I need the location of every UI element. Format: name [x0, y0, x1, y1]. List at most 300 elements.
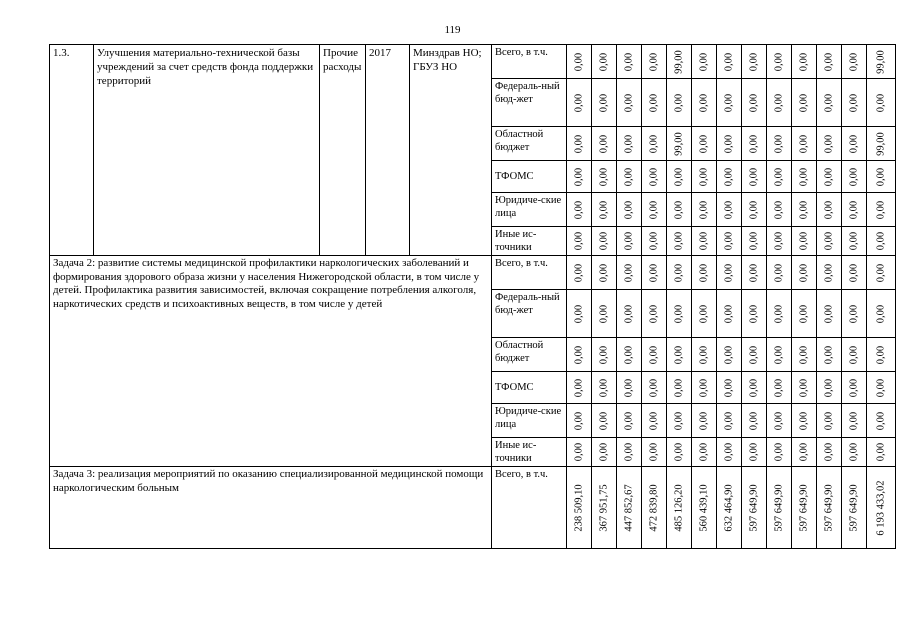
value-cell: [817, 290, 842, 338]
value-cell: [692, 467, 717, 549]
value-cell: [717, 256, 742, 290]
value-text: 99,00: [875, 131, 887, 156]
value-text: 0,00: [875, 167, 887, 186]
value-cell: [567, 438, 592, 467]
value-text: 0,00: [848, 304, 860, 323]
value-cell: [817, 161, 842, 193]
value-cell: [792, 256, 817, 290]
value-text: 0,00: [798, 167, 810, 186]
value-text: 0,00: [848, 345, 860, 364]
value-text: 0,00: [673, 345, 685, 364]
value-text: 0,00: [598, 442, 610, 462]
value-text: 0,00: [698, 52, 710, 71]
funding-source: Областной бюджет: [492, 127, 567, 161]
value-text: 0,00: [723, 134, 735, 153]
value-cell: [767, 227, 792, 256]
value-cell: [567, 127, 592, 161]
value-text: 0,00: [648, 263, 660, 282]
value-cell: [867, 161, 896, 193]
value-text: 0,00: [698, 304, 710, 323]
value-cell: [642, 438, 667, 467]
value-cell: [842, 438, 867, 467]
value-cell: [817, 127, 842, 161]
value-cell: [642, 161, 667, 193]
value-text: 0,00: [875, 345, 887, 364]
value-cell: [867, 467, 896, 549]
value-text: 0,00: [673, 93, 685, 112]
value-text: 0,00: [748, 231, 760, 251]
value-text: 0,00: [823, 378, 835, 397]
value-cell: [567, 404, 592, 438]
value-text: 0,00: [723, 378, 735, 397]
task-3-description: Задача 3: реализация мероприятий по оказанию специализированной медицинской помощи наркологическим больным: [50, 467, 492, 549]
value-text: 0,00: [573, 345, 585, 364]
value-cell: [567, 193, 592, 227]
value-cell: [592, 127, 617, 161]
value-text: 0,00: [698, 378, 710, 397]
value-text: 0,00: [773, 93, 785, 112]
value-cell: [692, 438, 717, 467]
value-text: 0,00: [623, 93, 635, 112]
value-text: 0,00: [698, 411, 710, 430]
item-year: 2017: [366, 45, 410, 256]
value-cell: [842, 193, 867, 227]
table-row: [50, 45, 896, 79]
value-text: 0,00: [823, 411, 835, 430]
value-text: 0,00: [798, 442, 810, 462]
value-text: 0,00: [773, 411, 785, 430]
value-text: 0,00: [623, 52, 635, 71]
value-text: 6 193 433,02: [875, 479, 887, 536]
value-text: 0,00: [598, 200, 610, 219]
value-cell: [617, 193, 642, 227]
value-text: 99,00: [673, 131, 685, 156]
value-cell: [667, 45, 692, 79]
value-cell: [692, 127, 717, 161]
value-cell: [692, 193, 717, 227]
value-cell: [767, 467, 792, 549]
value-text: 597 649,90: [823, 483, 835, 532]
value-text: 0,00: [648, 378, 660, 397]
value-text: 0,00: [823, 52, 835, 71]
value-cell: [767, 338, 792, 372]
value-text: 0,00: [573, 52, 585, 71]
value-text: 0,00: [698, 134, 710, 153]
value-cell: [767, 290, 792, 338]
value-text: 0,00: [848, 52, 860, 71]
value-cell: [592, 438, 617, 467]
value-cell: [692, 290, 717, 338]
value-text: 0,00: [848, 442, 860, 462]
value-text: 0,00: [748, 411, 760, 430]
value-text: 0,00: [848, 134, 860, 153]
value-cell: [642, 45, 667, 79]
value-cell: [867, 372, 896, 404]
value-cell: [617, 338, 642, 372]
value-text: 0,00: [773, 167, 785, 186]
value-cell: [567, 290, 592, 338]
value-cell: [867, 127, 896, 161]
value-text: 0,00: [748, 167, 760, 186]
value-cell: [792, 438, 817, 467]
value-cell: [667, 256, 692, 290]
value-text: 597 649,90: [848, 483, 860, 532]
value-cell: [867, 290, 896, 338]
value-text: 0,00: [848, 231, 860, 251]
value-text: 0,00: [798, 200, 810, 219]
value-text: 0,00: [698, 93, 710, 112]
value-text: 0,00: [798, 345, 810, 364]
value-cell: [742, 79, 767, 127]
value-cell: [692, 256, 717, 290]
value-cell: [842, 338, 867, 372]
value-text: 0,00: [673, 304, 685, 323]
value-text: 0,00: [573, 304, 585, 323]
value-text: 0,00: [623, 167, 635, 186]
value-cell: [867, 438, 896, 467]
value-cell: [692, 161, 717, 193]
value-cell: [667, 404, 692, 438]
value-text: 0,00: [723, 52, 735, 71]
value-cell: [767, 127, 792, 161]
value-text: 0,00: [875, 411, 887, 430]
value-text: 0,00: [875, 378, 887, 397]
value-cell: [642, 338, 667, 372]
value-text: 0,00: [798, 263, 810, 282]
value-cell: [667, 438, 692, 467]
value-text: 0,00: [698, 167, 710, 186]
value-text: 0,00: [723, 304, 735, 323]
value-cell: [817, 338, 842, 372]
value-text: 0,00: [823, 263, 835, 282]
value-cell: [792, 79, 817, 127]
value-text: 0,00: [798, 378, 810, 397]
value-text: 0,00: [623, 134, 635, 153]
value-text: 447 852,67: [623, 483, 635, 532]
value-text: 0,00: [773, 134, 785, 153]
value-cell: [767, 372, 792, 404]
value-cell: [767, 193, 792, 227]
value-text: 0,00: [773, 231, 785, 251]
value-text: 0,00: [573, 231, 585, 251]
value-text: 485 126,20: [673, 483, 685, 532]
task-2-description: Задача 2: развитие системы медицинской профилактики наркологических заболеваний и формирования здорового образа жизни у населения Нижегородской области, в том числе у детей. Профилактика развития зависимостей, включая сокращение потребления алкоголя, наркотических средств и психоактивных веществ, в том числе у детей: [50, 256, 492, 467]
value-cell: [867, 193, 896, 227]
value-cell: [767, 404, 792, 438]
value-text: 0,00: [573, 200, 585, 219]
funding-source: Юридиче-ские лица: [492, 193, 567, 227]
value-text: 0,00: [623, 345, 635, 364]
value-text: 0,00: [848, 200, 860, 219]
value-cell: [742, 372, 767, 404]
value-cell: [817, 404, 842, 438]
value-cell: [742, 338, 767, 372]
value-text: 0,00: [748, 345, 760, 364]
funding-source: ТФОМС: [492, 161, 567, 193]
value-cell: [617, 161, 642, 193]
value-text: 0,00: [573, 442, 585, 462]
value-cell: [742, 256, 767, 290]
value-cell: [767, 256, 792, 290]
value-text: 0,00: [698, 442, 710, 462]
value-cell: [817, 79, 842, 127]
value-text: 0,00: [823, 231, 835, 251]
value-cell: [842, 127, 867, 161]
value-cell: [667, 227, 692, 256]
value-text: 0,00: [823, 345, 835, 364]
value-text: 0,00: [748, 200, 760, 219]
value-cell: [767, 79, 792, 127]
value-text: 0,00: [648, 442, 660, 462]
value-text: 0,00: [623, 411, 635, 430]
value-text: 0,00: [598, 231, 610, 251]
value-text: 0,00: [773, 345, 785, 364]
value-cell: [767, 438, 792, 467]
value-cell: [717, 79, 742, 127]
value-cell: [592, 467, 617, 549]
value-text: 0,00: [573, 411, 585, 430]
funding-source: Всего, в т.ч.: [492, 467, 567, 549]
value-cell: [742, 227, 767, 256]
value-cell: [842, 256, 867, 290]
value-cell: [742, 404, 767, 438]
value-cell: [592, 193, 617, 227]
value-cell: [642, 256, 667, 290]
value-text: 0,00: [823, 442, 835, 462]
value-text: 0,00: [875, 200, 887, 219]
value-text: 0,00: [723, 93, 735, 112]
value-cell: [667, 161, 692, 193]
value-cell: [817, 227, 842, 256]
value-cell: [792, 290, 817, 338]
value-cell: [617, 467, 642, 549]
funding-source: Всего, в т.ч.: [492, 45, 567, 79]
value-text: 0,00: [848, 167, 860, 186]
value-cell: [842, 467, 867, 549]
value-text: 0,00: [698, 345, 710, 364]
value-text: 0,00: [673, 200, 685, 219]
value-cell: [717, 127, 742, 161]
value-text: 0,00: [673, 411, 685, 430]
value-cell: [592, 290, 617, 338]
value-cell: [642, 193, 667, 227]
value-cell: [842, 372, 867, 404]
value-cell: [842, 79, 867, 127]
value-text: 0,00: [648, 167, 660, 186]
value-text: 0,00: [598, 411, 610, 430]
value-text: 0,00: [573, 93, 585, 112]
value-cell: [792, 161, 817, 193]
value-text: 367 951,75: [598, 483, 610, 532]
page-number: 119: [444, 24, 461, 36]
value-cell: [792, 45, 817, 79]
value-cell: [817, 256, 842, 290]
expense-type: Прочие расходы: [320, 45, 366, 256]
value-cell: [692, 45, 717, 79]
value-cell: [742, 45, 767, 79]
value-text: 0,00: [698, 231, 710, 251]
value-cell: [767, 45, 792, 79]
value-text: 0,00: [773, 52, 785, 71]
executor: Минздрав НО; ГБУЗ НО: [410, 45, 492, 256]
funding-source: Иные ис-точники: [492, 438, 567, 467]
value-cell: [792, 404, 817, 438]
value-cell: [617, 45, 642, 79]
value-text: 0,00: [798, 52, 810, 71]
value-text: 0,00: [598, 134, 610, 153]
value-cell: [742, 290, 767, 338]
funding-source: Иные ис-точники: [492, 227, 567, 256]
value-cell: [617, 227, 642, 256]
value-cell: [817, 467, 842, 549]
value-text: 0,00: [875, 263, 887, 282]
value-cell: [842, 45, 867, 79]
value-text: 0,00: [823, 200, 835, 219]
value-text: 0,00: [673, 167, 685, 186]
value-cell: [642, 127, 667, 161]
value-cell: [717, 338, 742, 372]
value-text: 0,00: [673, 231, 685, 251]
value-text: 0,00: [848, 93, 860, 112]
value-text: 0,00: [723, 411, 735, 430]
value-text: 0,00: [773, 200, 785, 219]
value-cell: [867, 227, 896, 256]
value-cell: [592, 161, 617, 193]
value-text: 0,00: [748, 134, 760, 153]
value-text: 0,00: [648, 231, 660, 251]
value-cell: [742, 467, 767, 549]
value-cell: [617, 404, 642, 438]
value-cell: [592, 404, 617, 438]
funding-source: Областной бюджет: [492, 338, 567, 372]
value-cell: [817, 438, 842, 467]
value-cell: [717, 438, 742, 467]
budget-table: [49, 44, 896, 549]
value-cell: [567, 372, 592, 404]
funding-source: Федераль-ный бюд-жет: [492, 79, 567, 127]
value-text: 0,00: [623, 200, 635, 219]
value-cell: [742, 127, 767, 161]
value-text: 0,00: [623, 231, 635, 251]
value-text: 0,00: [623, 378, 635, 397]
value-text: 0,00: [773, 304, 785, 323]
value-cell: [642, 404, 667, 438]
value-cell: [567, 338, 592, 372]
value-text: 0,00: [723, 345, 735, 364]
value-text: 0,00: [598, 345, 610, 364]
value-text: 0,00: [573, 134, 585, 153]
value-cell: [592, 227, 617, 256]
value-cell: [667, 193, 692, 227]
value-text: 0,00: [698, 200, 710, 219]
value-text: 0,00: [723, 167, 735, 186]
value-cell: [567, 79, 592, 127]
value-cell: [792, 338, 817, 372]
value-cell: [692, 338, 717, 372]
value-text: 0,00: [623, 304, 635, 323]
value-text: 0,00: [823, 304, 835, 323]
value-text: 0,00: [748, 378, 760, 397]
value-cell: [717, 290, 742, 338]
value-cell: [717, 404, 742, 438]
value-text: 0,00: [848, 411, 860, 430]
value-text: 0,00: [648, 304, 660, 323]
value-cell: [817, 372, 842, 404]
value-text: 0,00: [673, 442, 685, 462]
value-cell: [642, 290, 667, 338]
value-text: 0,00: [723, 442, 735, 462]
value-cell: [567, 467, 592, 549]
value-text: 0,00: [848, 378, 860, 397]
value-cell: [667, 290, 692, 338]
value-cell: [717, 193, 742, 227]
value-cell: [567, 227, 592, 256]
value-text: 0,00: [598, 378, 610, 397]
value-cell: [567, 161, 592, 193]
value-text: 0,00: [573, 378, 585, 397]
value-cell: [717, 45, 742, 79]
value-text: 472 839,80: [648, 483, 660, 532]
value-text: 99,00: [875, 49, 887, 74]
value-cell: [692, 79, 717, 127]
value-text: 0,00: [598, 52, 610, 71]
value-cell: [667, 467, 692, 549]
value-cell: [642, 227, 667, 256]
value-text: 0,00: [798, 411, 810, 430]
value-cell: [792, 467, 817, 549]
value-cell: [867, 45, 896, 79]
value-cell: [792, 372, 817, 404]
value-cell: [717, 227, 742, 256]
value-text: 0,00: [648, 134, 660, 153]
value-text: 238 509,10: [573, 483, 585, 532]
value-cell: [742, 438, 767, 467]
value-text: 0,00: [875, 93, 887, 112]
value-cell: [617, 290, 642, 338]
value-text: 0,00: [748, 304, 760, 323]
value-cell: [817, 193, 842, 227]
value-cell: [717, 161, 742, 193]
value-text: 0,00: [723, 200, 735, 219]
value-cell: [692, 372, 717, 404]
value-cell: [792, 127, 817, 161]
value-cell: [692, 404, 717, 438]
value-text: 0,00: [798, 231, 810, 251]
value-cell: [667, 127, 692, 161]
value-cell: [867, 338, 896, 372]
value-cell: [617, 256, 642, 290]
value-text: 0,00: [573, 263, 585, 282]
value-cell: [792, 227, 817, 256]
value-text: 0,00: [623, 442, 635, 462]
value-text: 0,00: [875, 304, 887, 323]
value-text: 0,00: [798, 93, 810, 112]
value-cell: [567, 256, 592, 290]
value-cell: [667, 79, 692, 127]
value-text: 0,00: [673, 378, 685, 397]
value-text: 0,00: [723, 231, 735, 251]
value-text: 0,00: [773, 263, 785, 282]
value-text: 0,00: [648, 345, 660, 364]
value-text: 0,00: [875, 231, 887, 251]
item-number: 1.3.: [50, 45, 94, 256]
value-text: 0,00: [823, 93, 835, 112]
value-cell: [617, 79, 642, 127]
value-cell: [792, 193, 817, 227]
table-row: [50, 467, 896, 549]
value-text: 0,00: [773, 442, 785, 462]
value-text: 597 649,90: [773, 483, 785, 532]
